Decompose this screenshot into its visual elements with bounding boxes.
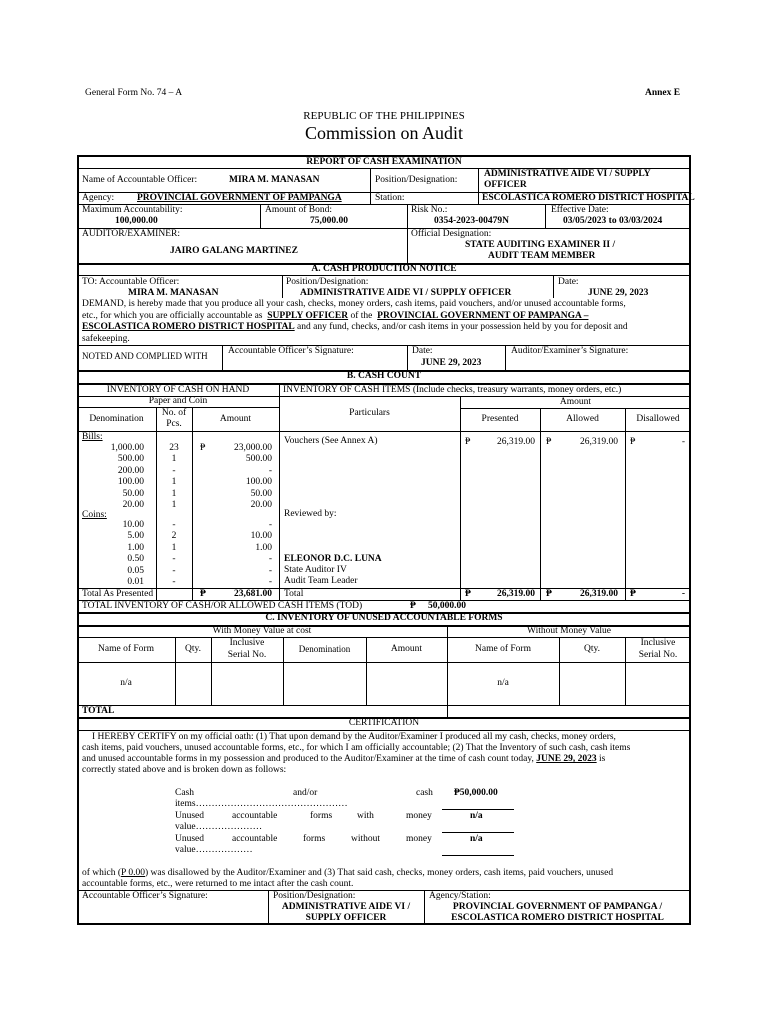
a-position-value: ADMINISTRATIVE AIDE VI / SUPPLY OFFICER <box>300 288 512 298</box>
peso-sign: ₱ <box>410 601 416 611</box>
cert-position-value-1: ADMINISTRATIVE AIDE VI / <box>281 902 411 912</box>
demand-line-1: DEMAND, is hereby made that you produce all your cash, checks, money orders, cash items, paid vouchers, and/or unused accountable forms, <box>82 299 626 309</box>
pieces-cell: - <box>172 554 176 565</box>
annex-label: Annex E <box>645 88 681 98</box>
denomination-cell: 1.00 <box>127 542 144 553</box>
form-number: General Form No. 74 – A <box>85 88 183 98</box>
paper-coin-header: Paper and Coin <box>148 396 208 406</box>
cert-line-3: and unused accountable forms in my possession and produced to the Auditor/Examiner at the time of cash count today, JUNE 29, 2023 is <box>82 754 606 764</box>
pieces-cell: - <box>172 565 176 576</box>
demand-line-2: etc., for which you are officially accountable as SUPPLY OFFICER of the PROVINCIAL GOVERNMENT OF PAMPANGA – <box>82 311 589 321</box>
amount-cell: 500.00 <box>245 454 272 465</box>
amount-header: Amount <box>559 397 592 407</box>
money-word: money <box>406 811 432 821</box>
cert-line-5: of which (P 0.00) was disallowed by the Auditor/Examiner and (3) That said cash, checks, money orders, cash items, paid vouchers, unused <box>82 868 614 878</box>
value-dots-2: value……………… <box>175 845 253 855</box>
vouchers-label: Vouchers (See Annex A) <box>284 436 378 446</box>
cash-word-2: cash <box>416 788 433 798</box>
andor-word: and/or <box>293 788 318 798</box>
position-value-2: OFFICER <box>484 180 527 190</box>
amount-cell: 20.00 <box>250 500 272 510</box>
denomination-cell: 100.00 <box>117 477 144 488</box>
unused-word-2: Unused <box>175 834 205 844</box>
peso-sign: ₱ <box>200 589 206 599</box>
peso-sign: ₱ <box>465 589 471 599</box>
risk-value: 0354-2023-00479N <box>434 216 509 226</box>
amount-cell: 10.00 <box>250 531 272 542</box>
total-label: Total <box>284 589 304 599</box>
presented-header: Presented <box>481 414 519 424</box>
peso-sign: ₱ <box>200 443 206 453</box>
amount-cell: - <box>268 520 272 530</box>
unused-with-value: n/a <box>470 811 483 821</box>
pieces-cell: 1 <box>171 454 177 465</box>
report-title: REPORT OF CASH EXAMINATION <box>306 157 462 167</box>
total-disallowed: - <box>681 589 685 599</box>
a-position-label: Position/Designation: <box>286 277 369 287</box>
section-b-title: B. CASH COUNT <box>346 371 422 381</box>
pieces-cell: 1 <box>171 542 177 553</box>
noted-complied: NOTED AND COMPLIED WITH <box>82 351 208 361</box>
c-na-left: n/a <box>120 678 132 688</box>
officer-label: Name of Accountable Officer: <box>82 175 198 185</box>
pcs-header: Pcs. <box>166 419 182 429</box>
pieces-cell: - <box>172 520 176 530</box>
max-accountability-label: Maximum Accountability: <box>82 205 183 215</box>
amount-cell: 100.00 <box>245 477 272 488</box>
effective-value: 03/05/2023 to 03/03/2024 <box>563 216 663 226</box>
c-qty: Qty. <box>184 644 201 654</box>
certification-title: CERTIFICATION <box>348 718 420 728</box>
station-value: ESCOLASTICA ROMERO DISTRICT HOSPITAL <box>482 193 695 203</box>
total-presented: 26,319.00 <box>497 589 535 599</box>
a-date-label: Date: <box>558 277 579 287</box>
official-designation-2: AUDIT TEAM MEMBER <box>488 251 596 261</box>
officer-signature-label: Accountable Officer’s Signature: <box>228 346 354 356</box>
c-serial: Serial No. <box>227 650 267 660</box>
cert-agency-value-2: ESCOLASTICA ROMERO DISTRICT HOSPITAL <box>451 913 664 923</box>
to-officer-value: MIRA M. MANASAN <box>128 288 219 298</box>
denomination-cell: 0.01 <box>127 577 144 587</box>
denomination-cell: 0.50 <box>127 554 144 565</box>
c-inclusive: Inclusive <box>229 638 265 648</box>
station-label: Station: <box>375 193 405 203</box>
amount-cell: - <box>268 465 272 476</box>
forms-word-2: forms <box>303 834 326 844</box>
tod-value: 50,000.00 <box>428 601 466 611</box>
c-qty-right: Qty. <box>583 644 600 654</box>
total-allowed: 26,319.00 <box>580 589 618 599</box>
section-a-title: A. CASH PRODUCTION NOTICE <box>311 264 457 274</box>
amount-cell: - <box>268 577 272 587</box>
accountable-word-2: accountable <box>232 834 278 844</box>
c-na-right: n/a <box>497 678 509 688</box>
cert-agency-label: Agency/Station: <box>429 891 491 901</box>
denomination-cell: 200.00 <box>117 465 144 476</box>
c-total: TOTAL <box>82 706 115 716</box>
value-dots-1: value………………… <box>175 822 263 832</box>
amount-cell: 50.00 <box>250 488 272 499</box>
pieces-cell: 23 <box>169 443 179 453</box>
sig-date-value: JUNE 29, 2023 <box>421 358 482 368</box>
bills-label: Bills: <box>82 432 103 442</box>
denomination-cell: 1,000.00 <box>110 443 144 453</box>
cash-items-title: INVENTORY OF CASH ITEMS (Include checks, treasury warrants, money orders, etc.) <box>283 385 622 395</box>
cert-position-label: Position/Designation: <box>273 891 356 901</box>
total-presented-label: Total As Presented <box>82 589 154 599</box>
peso-sign: ₱ <box>546 437 552 447</box>
demand-line-3: ESCOLASTICA ROMERO DISTRICT HOSPITAL and any fund, checks, and/or cash items in your possession held by you for deposit and <box>82 322 628 332</box>
pieces-cell: 1 <box>171 500 177 510</box>
position-value-1: ADMINISTRATIVE AIDE VI / SUPPLY <box>484 169 651 179</box>
amount-cell: 1.00 <box>255 542 272 553</box>
forms-word: forms <box>310 811 333 821</box>
max-accountability-value: 100,000.00 <box>115 216 158 226</box>
pieces-cell: 1 <box>171 477 177 488</box>
presented-value: 26,319.00 <box>497 437 535 447</box>
cert-agency-value-1: PROVINCIAL GOVERNMENT OF PAMPANGA / <box>452 902 663 912</box>
pieces-cell: - <box>172 577 176 587</box>
peso-sign: ₱ <box>630 589 636 599</box>
allowed-header: Allowed <box>566 414 599 424</box>
to-officer-label: TO: Accountable Officer: <box>82 277 180 287</box>
peso-sign: ₱ <box>630 437 636 447</box>
cert-line-6: accountable forms, etc., were returned to me intact after the cash count. <box>82 879 354 889</box>
reviewed-by: Reviewed by: <box>284 509 337 519</box>
money-word-2: money <box>406 834 432 844</box>
disallowed-value: - <box>681 437 685 447</box>
cash-total-value: ₱50,000.00 <box>454 788 498 798</box>
cash-on-hand-title: INVENTORY OF CASH ON HAND <box>106 385 250 395</box>
c-amount: Amount <box>390 644 423 654</box>
a-date-value: JUNE 29, 2023 <box>588 288 649 298</box>
cert-signature-label: Accountable Officer’s Signature: <box>82 891 208 901</box>
section-c-title: C. INVENTORY OF UNUSED ACCOUNTABLE FORMS <box>265 613 503 623</box>
pieces-cell: 2 <box>171 531 177 542</box>
without-money-header: Without Money Value <box>527 626 611 636</box>
denomination-cell: 50.00 <box>122 488 144 499</box>
total-cash-on-hand: 23,681.00 <box>234 589 272 599</box>
effective-label: Effective Date: <box>551 205 609 215</box>
unused-word: Unused <box>175 811 205 821</box>
c-name-of-form-right: Name of Form <box>475 644 531 654</box>
denomination-cell: 5.00 <box>127 531 144 542</box>
agency-label: Agency: <box>82 193 115 203</box>
pieces-cell: 1 <box>171 488 177 499</box>
official-designation-label: Official Designation: <box>411 229 492 239</box>
auditor-label: AUDITOR/EXAMINER: <box>82 229 180 239</box>
cert-line-1: I HEREBY CERTIFY on my official oath: (1) That upon demand by the Auditor/Examiner I produced all my cash, checks, money orders, <box>92 732 616 742</box>
with-money-header: With Money Value at cost <box>212 626 312 636</box>
sig-date-label: Date: <box>412 346 433 356</box>
republic-heading: REPUBLIC OF THE PHILIPPINES <box>303 110 465 122</box>
position-label: Position/Designation: <box>375 175 458 185</box>
officer-value: MIRA M. MANASAN <box>229 175 320 185</box>
unused-without-value: n/a <box>470 834 483 844</box>
reviewer-title-2: Audit Team Leader <box>284 576 358 586</box>
auditor-signature-label: Auditor/Examiner’s Signature: <box>511 346 629 356</box>
amount-cell: 23,000.00 <box>234 443 272 453</box>
disallowed-header: Disallowed <box>636 414 680 424</box>
risk-label: Risk No.: <box>411 205 448 215</box>
agency-value: PROVINCIAL GOVERNMENT OF PAMPANGA <box>137 193 342 203</box>
denomination-header: Denomination <box>89 414 144 424</box>
c-name-of-form: Name of Form <box>98 644 154 654</box>
denomination-cell: 0.05 <box>127 565 144 576</box>
c-serial-right: Serial No. <box>638 650 678 660</box>
amount-cell: - <box>268 565 272 576</box>
bond-value: 75,000.00 <box>310 216 348 226</box>
c-inclusive-right: Inclusive <box>640 638 676 648</box>
without-word: without <box>351 834 381 844</box>
amount-col-header: Amount <box>219 414 252 424</box>
pieces-cell: - <box>172 465 176 476</box>
commission-heading: Commission on Audit <box>304 123 464 143</box>
demand-line-4: safekeeping. <box>82 334 130 344</box>
auditor-value: JAIRO GALANG MARTINEZ <box>170 246 298 256</box>
no-of-header: No. of <box>161 408 187 418</box>
particulars-header: Particulars <box>349 408 390 418</box>
reviewer-title-1: State Auditor IV <box>284 565 347 575</box>
peso-sign: ₱ <box>465 437 471 447</box>
tod-label: TOTAL INVENTORY OF CASH/OR ALLOWED CASH ITEMS (TOD) <box>82 601 363 611</box>
reviewer-name: ELEONOR D.C. LUNA <box>284 554 382 564</box>
cash-word: Cash <box>175 788 194 798</box>
cert-line-2: cash items, paid vouchers, unused accountable forms, etc., for which I am officially accountable; (2) That the Inventory of such cash, cash items <box>82 743 631 753</box>
with-word: with <box>357 811 374 821</box>
amount-cell: - <box>268 554 272 565</box>
coins-label: Coins: <box>82 510 107 520</box>
c-denomination: Denomination <box>298 644 351 654</box>
accountable-word: accountable <box>232 811 278 821</box>
denomination-cell: 10.00 <box>122 520 144 530</box>
bond-label: Amount of Bond: <box>265 205 333 215</box>
peso-sign: ₱ <box>546 589 552 599</box>
cert-line-4: correctly stated above and is broken down as follows: <box>82 765 287 775</box>
denomination-cell: 20.00 <box>122 500 144 510</box>
denomination-cell: 500.00 <box>117 454 144 465</box>
allowed-value: 26,319.00 <box>580 437 618 447</box>
cash-items-dots: items………………………………………… <box>175 799 348 809</box>
cert-position-value-2: SUPPLY OFFICER <box>305 913 387 923</box>
official-designation-1: STATE AUDITING EXAMINER II / <box>465 240 616 250</box>
